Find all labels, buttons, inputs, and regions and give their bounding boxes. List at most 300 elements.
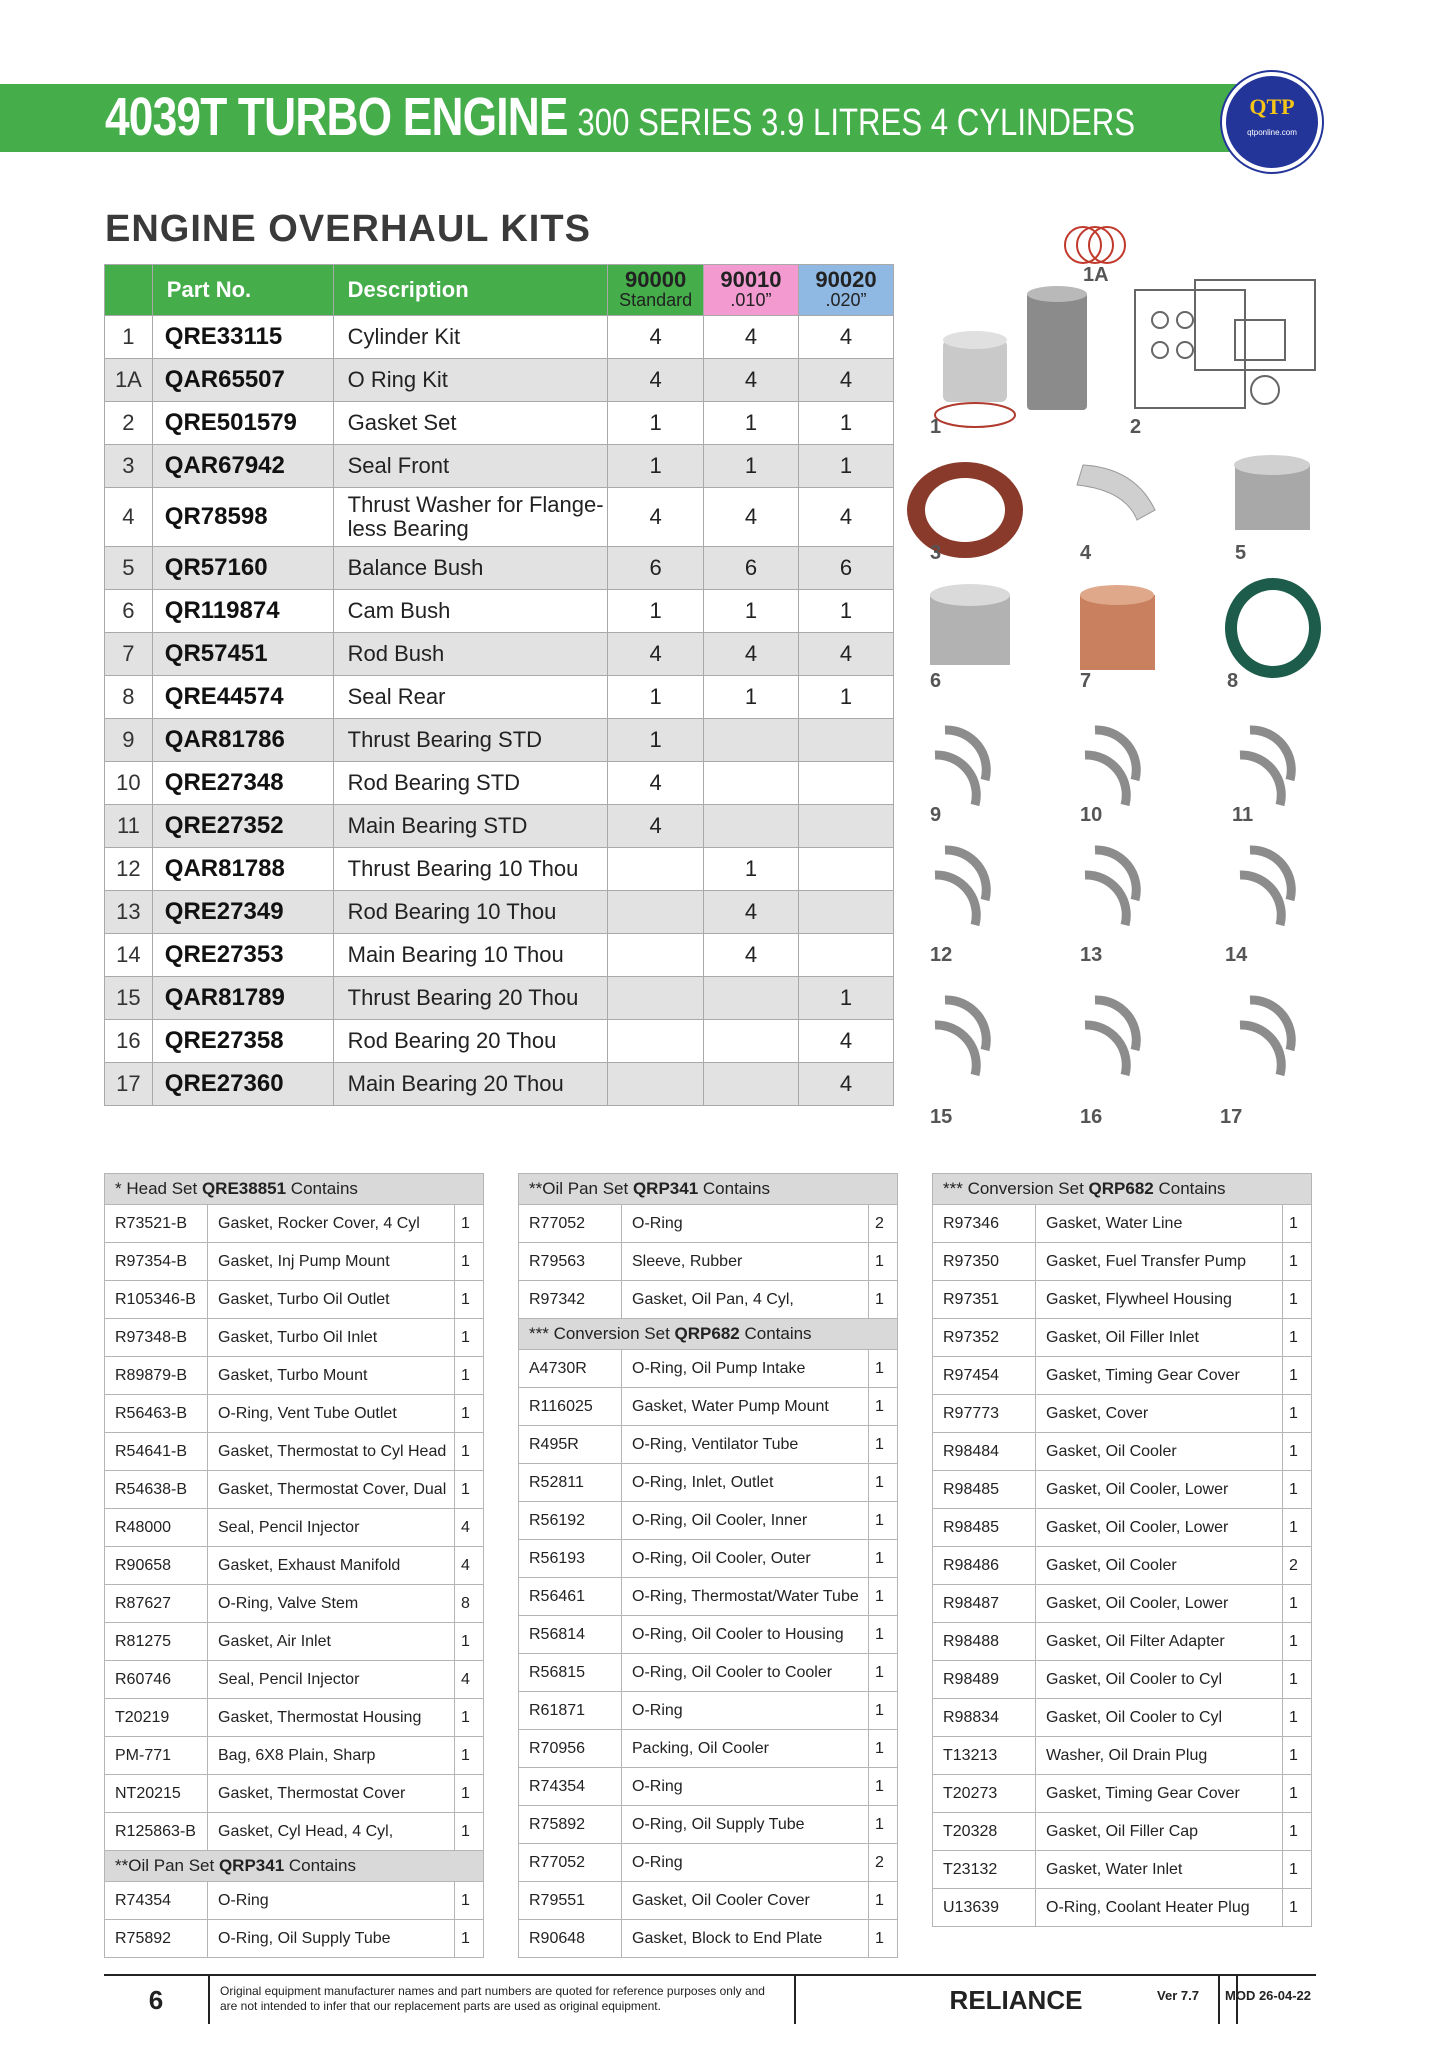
quantity: 1 bbox=[869, 1654, 898, 1692]
qty-010 bbox=[703, 1020, 798, 1063]
qty-020: 1 bbox=[798, 590, 893, 633]
table-row bbox=[519, 1350, 898, 1388]
quantity: 1 bbox=[1283, 1851, 1312, 1889]
table-row bbox=[933, 1737, 1312, 1775]
quantity: 1 bbox=[869, 1616, 898, 1654]
set-title-part: *** Conversion Set bbox=[529, 1324, 675, 1343]
table-row bbox=[105, 1471, 484, 1509]
quantity: 1 bbox=[455, 1920, 484, 1958]
part-description: Gasket, Thermostat Cover bbox=[208, 1775, 455, 1813]
overhaul-kits-table bbox=[104, 264, 894, 1106]
table-row bbox=[519, 1578, 898, 1616]
row-number: 16 bbox=[105, 1020, 153, 1063]
part-description: Gasket, Inj Pump Mount bbox=[208, 1243, 455, 1281]
table-row bbox=[105, 805, 894, 848]
qty-standard bbox=[608, 891, 704, 934]
qty-020: 4 bbox=[798, 1020, 893, 1063]
header-index bbox=[105, 265, 153, 316]
table-row bbox=[105, 1661, 484, 1699]
table-row bbox=[519, 1205, 898, 1243]
quantity: 2 bbox=[1283, 1547, 1312, 1585]
image-label-11: 11 bbox=[1232, 804, 1254, 826]
set-title-part: Contains bbox=[284, 1856, 356, 1875]
image-label-17: 17 bbox=[1220, 1106, 1243, 1128]
header-size-020 bbox=[798, 265, 893, 316]
quantity: 1 bbox=[455, 1243, 484, 1281]
quantity: 1 bbox=[1283, 1205, 1312, 1243]
qty-010: 4 bbox=[703, 934, 798, 977]
part-description: Seal, Pencil Injector bbox=[208, 1661, 455, 1699]
part-description: Gasket, Oil Cooler to Cyl bbox=[1036, 1699, 1283, 1737]
qty-020: 4 bbox=[798, 1063, 893, 1106]
table-row bbox=[105, 445, 894, 488]
quantity: 1 bbox=[455, 1281, 484, 1319]
part-description: Gasket, Water Inlet bbox=[1036, 1851, 1283, 1889]
part-number: R116025 bbox=[519, 1388, 622, 1426]
part-number: R495R bbox=[519, 1426, 622, 1464]
part-description: Gasket, Oil Cooler to Cyl bbox=[1036, 1661, 1283, 1699]
part-number: R98484 bbox=[933, 1433, 1036, 1471]
set-title-row bbox=[105, 1851, 484, 1882]
part-number: R74354 bbox=[105, 1882, 208, 1920]
part-description: Gasket, Fuel Transfer Pump bbox=[1036, 1243, 1283, 1281]
quantity: 1 bbox=[869, 1426, 898, 1464]
quantity: 1 bbox=[455, 1205, 484, 1243]
part-number: R125863-B bbox=[105, 1813, 208, 1851]
part-description: Main Bearing 10 Thou bbox=[333, 934, 608, 977]
quantity: 1 bbox=[869, 1350, 898, 1388]
brand-name: RELIANCE bbox=[794, 1976, 1238, 2024]
header-description: Description bbox=[333, 265, 608, 316]
quantity: 1 bbox=[1283, 1737, 1312, 1775]
engine-title: 4039T TURBO ENGINE bbox=[105, 87, 568, 147]
table-row bbox=[105, 762, 894, 805]
part-description: Bag, 6X8 Plain, Sharp bbox=[208, 1737, 455, 1775]
quantity: 4 bbox=[455, 1509, 484, 1547]
part-description: O-Ring bbox=[622, 1768, 869, 1806]
part-number: R56463-B bbox=[105, 1395, 208, 1433]
part-description: Main Bearing 20 Thou bbox=[333, 1063, 608, 1106]
qty-010 bbox=[703, 977, 798, 1020]
part-description: O-Ring, Oil Pump Intake bbox=[622, 1350, 869, 1388]
part-description: Gasket, Oil Pan, 4 Cyl, bbox=[622, 1281, 869, 1319]
part-description: O-Ring bbox=[208, 1882, 455, 1920]
set-title-row bbox=[519, 1174, 898, 1205]
part-description: O-Ring, Oil Supply Tube bbox=[208, 1920, 455, 1958]
part-number: QR57160 bbox=[152, 547, 333, 590]
part-description: O-Ring, Thermostat/Water Tube bbox=[622, 1578, 869, 1616]
table-row bbox=[519, 1844, 898, 1882]
table-row bbox=[105, 402, 894, 445]
row-number: 6 bbox=[105, 590, 153, 633]
table-row bbox=[519, 1616, 898, 1654]
part-description: Gasket, Oil Cooler bbox=[1036, 1547, 1283, 1585]
part-description: O-Ring, Oil Cooler, Inner bbox=[622, 1502, 869, 1540]
quantity: 1 bbox=[869, 1920, 898, 1958]
image-label-4: 4 bbox=[1080, 542, 1092, 564]
part-number: R105346-B bbox=[105, 1281, 208, 1319]
part-number: QRE27360 bbox=[152, 1063, 333, 1106]
part-number: QRE27349 bbox=[152, 891, 333, 934]
qty-020: 1 bbox=[798, 445, 893, 488]
part-number: R54638-B bbox=[105, 1471, 208, 1509]
part-description: Main Bearing STD bbox=[333, 805, 608, 848]
part-description: Gasket, Turbo Mount bbox=[208, 1357, 455, 1395]
table-row bbox=[933, 1357, 1312, 1395]
set-title-part: * Head Set bbox=[115, 1179, 202, 1198]
part-number: R97348-B bbox=[105, 1319, 208, 1357]
image-label-1: 1 bbox=[930, 416, 942, 438]
part-number: R97351 bbox=[933, 1281, 1036, 1319]
section-title: ENGINE OVERHAUL KITS bbox=[105, 208, 591, 250]
qty-standard: 1 bbox=[608, 590, 704, 633]
part-description: Gasket, Rocker Cover, 4 Cyl bbox=[208, 1205, 455, 1243]
part-description: Gasket, Water Pump Mount bbox=[622, 1388, 869, 1426]
qty-standard bbox=[608, 1020, 704, 1063]
part-description: Gasket, Exhaust Manifold bbox=[208, 1547, 455, 1585]
quantity: 1 bbox=[1283, 1281, 1312, 1319]
part-description: Gasket, Air Inlet bbox=[208, 1623, 455, 1661]
table-row bbox=[105, 1205, 484, 1243]
header-banner bbox=[0, 84, 1250, 152]
part-description: Gasket Set bbox=[333, 402, 608, 445]
set-code: QRP341 bbox=[218, 1856, 285, 1875]
part-description: O-Ring, Valve Stem bbox=[208, 1585, 455, 1623]
table-row bbox=[519, 1768, 898, 1806]
table-row bbox=[105, 848, 894, 891]
set-code: QRP682 bbox=[1088, 1179, 1154, 1198]
qty-standard: 1 bbox=[608, 719, 704, 762]
image-label-9: 9 bbox=[930, 804, 942, 826]
quantity: 1 bbox=[1283, 1699, 1312, 1737]
quantity: 1 bbox=[1283, 1623, 1312, 1661]
table-row bbox=[519, 1243, 898, 1281]
set-code: QRP682 bbox=[674, 1324, 740, 1343]
qty-standard bbox=[608, 848, 704, 891]
table-row bbox=[105, 719, 894, 762]
rod-bush-image bbox=[1080, 585, 1155, 670]
quantity: 1 bbox=[455, 1737, 484, 1775]
row-number: 8 bbox=[105, 676, 153, 719]
cam-bush-image bbox=[930, 584, 1010, 665]
qty-020 bbox=[798, 848, 893, 891]
quantity: 1 bbox=[455, 1471, 484, 1509]
part-number: R97346 bbox=[933, 1205, 1036, 1243]
part-description: Seal, Pencil Injector bbox=[208, 1509, 455, 1547]
part-number: T13213 bbox=[933, 1737, 1036, 1775]
cylinder-kit-image bbox=[935, 286, 1087, 427]
image-label-6: 6 bbox=[930, 670, 942, 692]
image-label-1a: 1A bbox=[1083, 264, 1109, 286]
part-description: Sleeve, Rubber bbox=[622, 1243, 869, 1281]
part-number: R56461 bbox=[519, 1578, 622, 1616]
part-number: QAR81789 bbox=[152, 977, 333, 1020]
part-number: R54641-B bbox=[105, 1433, 208, 1471]
quantity: 1 bbox=[1283, 1395, 1312, 1433]
part-description: Washer, Oil Drain Plug bbox=[1036, 1737, 1283, 1775]
table-row bbox=[105, 1063, 894, 1106]
quantity: 1 bbox=[869, 1388, 898, 1426]
table-header-row bbox=[105, 265, 894, 316]
table-row bbox=[933, 1319, 1312, 1357]
table-row bbox=[519, 1920, 898, 1958]
part-number: R56192 bbox=[519, 1502, 622, 1540]
table-row bbox=[105, 1737, 484, 1775]
table-row bbox=[105, 359, 894, 402]
table-row bbox=[933, 1205, 1312, 1243]
part-number: PM-771 bbox=[105, 1737, 208, 1775]
part-number: R97350 bbox=[933, 1243, 1036, 1281]
part-description: Thrust Bearing STD bbox=[333, 719, 608, 762]
image-label-3: 3 bbox=[930, 542, 942, 564]
table-row bbox=[933, 1471, 1312, 1509]
part-number: R97354-B bbox=[105, 1243, 208, 1281]
part-description: Rod Bush bbox=[333, 633, 608, 676]
quantity: 1 bbox=[455, 1395, 484, 1433]
qty-020: 1 bbox=[798, 402, 893, 445]
quantity: 1 bbox=[1283, 1319, 1312, 1357]
set-title-part: Contains bbox=[698, 1179, 770, 1198]
size-label: .020” bbox=[825, 290, 867, 310]
row-number: 5 bbox=[105, 547, 153, 590]
part-number: T23132 bbox=[933, 1851, 1036, 1889]
quantity: 2 bbox=[869, 1844, 898, 1882]
part-number: R77052 bbox=[519, 1844, 622, 1882]
part-description: Balance Bush bbox=[333, 547, 608, 590]
row-number: 15 bbox=[105, 977, 153, 1020]
table-row bbox=[105, 676, 894, 719]
part-number: R79563 bbox=[519, 1243, 622, 1281]
table-row bbox=[105, 1882, 484, 1920]
part-number: A4730R bbox=[519, 1350, 622, 1388]
qty-standard bbox=[608, 977, 704, 1020]
part-description: Packing, Oil Cooler bbox=[622, 1730, 869, 1768]
qty-010: 4 bbox=[703, 316, 798, 359]
disclaimer-note: Original equipment manufacturer names and part numbers are quoted for reference purposes only and are not intended to infer that our replacement parts are used as original equipment. bbox=[220, 1984, 765, 2013]
table-row bbox=[519, 1426, 898, 1464]
set-title-row bbox=[519, 1319, 898, 1350]
qty-020: 4 bbox=[798, 488, 893, 547]
table-row bbox=[933, 1889, 1312, 1927]
part-number: T20328 bbox=[933, 1813, 1036, 1851]
part-description: Gasket, Thermostat to Cyl Head bbox=[208, 1433, 455, 1471]
part-description: Gasket, Oil Cooler, Lower bbox=[1036, 1471, 1283, 1509]
table-row bbox=[519, 1730, 898, 1768]
quantity: 1 bbox=[1283, 1509, 1312, 1547]
quantity: 1 bbox=[869, 1882, 898, 1920]
part-description: Gasket, Turbo Oil Outlet bbox=[208, 1281, 455, 1319]
header-part-no: Part No. bbox=[152, 265, 333, 316]
table-row bbox=[933, 1243, 1312, 1281]
qty-010: 1 bbox=[703, 848, 798, 891]
qty-010 bbox=[703, 1063, 798, 1106]
part-description: Cam Bush bbox=[333, 590, 608, 633]
part-description: O-Ring bbox=[622, 1844, 869, 1882]
part-number: R60746 bbox=[105, 1661, 208, 1699]
table-row bbox=[105, 934, 894, 977]
qty-020 bbox=[798, 891, 893, 934]
qty-010 bbox=[703, 719, 798, 762]
set-title-part: **Oil Pan Set bbox=[115, 1856, 219, 1875]
qty-010: 1 bbox=[703, 402, 798, 445]
qty-020: 1 bbox=[798, 676, 893, 719]
part-number: R98487 bbox=[933, 1585, 1036, 1623]
qty-020: 1 bbox=[798, 977, 893, 1020]
part-number: R61871 bbox=[519, 1692, 622, 1730]
part-number: NT20215 bbox=[105, 1775, 208, 1813]
size-code: 90000 bbox=[625, 267, 687, 292]
set-code: QRP341 bbox=[632, 1179, 699, 1198]
qty-010 bbox=[703, 762, 798, 805]
quantity: 1 bbox=[869, 1692, 898, 1730]
table-row bbox=[105, 1813, 484, 1851]
table-row bbox=[105, 1623, 484, 1661]
table-row bbox=[105, 1775, 484, 1813]
set-title bbox=[105, 1851, 484, 1882]
table-row bbox=[933, 1851, 1312, 1889]
version-label: Ver 7.7 bbox=[1138, 1976, 1220, 2024]
table-row bbox=[105, 1395, 484, 1433]
qty-020 bbox=[798, 805, 893, 848]
qty-standard: 4 bbox=[608, 359, 704, 402]
part-description: Gasket, Cover bbox=[1036, 1395, 1283, 1433]
bearing-images bbox=[935, 730, 1291, 1075]
row-number: 14 bbox=[105, 934, 153, 977]
qty-standard: 4 bbox=[608, 762, 704, 805]
part-number: R98489 bbox=[933, 1661, 1036, 1699]
quantity: 1 bbox=[455, 1882, 484, 1920]
part-number: T20273 bbox=[933, 1775, 1036, 1813]
part-number: R56193 bbox=[519, 1540, 622, 1578]
row-number: 3 bbox=[105, 445, 153, 488]
part-number: R79551 bbox=[519, 1882, 622, 1920]
size-code: 90020 bbox=[815, 267, 877, 292]
part-number: T20219 bbox=[105, 1699, 208, 1737]
quantity: 1 bbox=[869, 1578, 898, 1616]
seal-front-image bbox=[907, 462, 1023, 558]
qty-010: 1 bbox=[703, 676, 798, 719]
table-row bbox=[105, 316, 894, 359]
qty-020: 4 bbox=[798, 316, 893, 359]
page-footer bbox=[104, 1974, 1316, 2024]
header-size-standard bbox=[608, 265, 704, 316]
part-description: Thrust Bearing 20 Thou bbox=[333, 977, 608, 1020]
qty-010: 4 bbox=[703, 488, 798, 547]
table-row bbox=[519, 1692, 898, 1730]
table-row bbox=[519, 1502, 898, 1540]
part-description: Gasket, Block to End Plate bbox=[622, 1920, 869, 1958]
part-number: R81275 bbox=[105, 1623, 208, 1661]
part-description: O-Ring, Vent Tube Outlet bbox=[208, 1395, 455, 1433]
qty-020 bbox=[798, 934, 893, 977]
seal-rear-image bbox=[1225, 578, 1321, 678]
table-row bbox=[933, 1281, 1312, 1319]
table-row bbox=[105, 1020, 894, 1063]
image-label-10: 10 bbox=[1080, 804, 1103, 826]
part-number: R90648 bbox=[519, 1920, 622, 1958]
table-row bbox=[519, 1281, 898, 1319]
table-row bbox=[105, 1319, 484, 1357]
quantity: 1 bbox=[455, 1775, 484, 1813]
quantity: 4 bbox=[455, 1661, 484, 1699]
part-description: Thrust Washer for Flange-less Bearing bbox=[333, 488, 608, 547]
size-code: 90010 bbox=[720, 267, 782, 292]
engine-subtitle: 300 SERIES 3.9 LITRES 4 CYLINDERS bbox=[577, 102, 1136, 144]
part-description: O-Ring, Oil Cooler to Cooler bbox=[622, 1654, 869, 1692]
table-row bbox=[933, 1623, 1312, 1661]
set-title bbox=[105, 1174, 484, 1205]
part-description: Gasket, Cyl Head, 4 Cyl, bbox=[208, 1813, 455, 1851]
part-description: O-Ring, Oil Cooler to Housing bbox=[622, 1616, 869, 1654]
part-description: Rod Bearing 20 Thou bbox=[333, 1020, 608, 1063]
logo-text: QTP bbox=[1249, 94, 1295, 119]
table-row bbox=[933, 1661, 1312, 1699]
set-title bbox=[519, 1174, 898, 1205]
part-number: R89879-B bbox=[105, 1357, 208, 1395]
part-number: R98485 bbox=[933, 1471, 1036, 1509]
part-description: O-Ring bbox=[622, 1692, 869, 1730]
oil-pan-set-table bbox=[518, 1173, 898, 1958]
quantity: 1 bbox=[869, 1281, 898, 1319]
qty-020: 4 bbox=[798, 359, 893, 402]
qty-010: 4 bbox=[703, 359, 798, 402]
part-description: Gasket, Oil Cooler bbox=[1036, 1433, 1283, 1471]
qty-standard: 4 bbox=[608, 805, 704, 848]
quantity: 1 bbox=[455, 1813, 484, 1851]
part-number: QAR81786 bbox=[152, 719, 333, 762]
size-label: .010” bbox=[730, 290, 772, 310]
part-number: QR57451 bbox=[152, 633, 333, 676]
quantity: 1 bbox=[1283, 1775, 1312, 1813]
quantity: 1 bbox=[1283, 1471, 1312, 1509]
set-title-row bbox=[105, 1174, 484, 1205]
set-code: QRE38851 bbox=[201, 1179, 287, 1198]
part-number: R70956 bbox=[519, 1730, 622, 1768]
qty-010 bbox=[703, 805, 798, 848]
table-row bbox=[105, 977, 894, 1020]
quantity: 1 bbox=[1283, 1889, 1312, 1927]
quantity: 4 bbox=[455, 1547, 484, 1585]
part-number: R98485 bbox=[933, 1509, 1036, 1547]
quantity: 2 bbox=[869, 1205, 898, 1243]
table-row bbox=[933, 1509, 1312, 1547]
row-number: 2 bbox=[105, 402, 153, 445]
logo-url: qtponline.com bbox=[1247, 128, 1297, 137]
set-title bbox=[519, 1319, 898, 1350]
table-row bbox=[105, 1433, 484, 1471]
table-row bbox=[105, 1357, 484, 1395]
qty-standard: 1 bbox=[608, 676, 704, 719]
qty-020 bbox=[798, 719, 893, 762]
quantity: 1 bbox=[869, 1243, 898, 1281]
row-number: 11 bbox=[105, 805, 153, 848]
image-label-16: 16 bbox=[1080, 1106, 1103, 1128]
part-description: O Ring Kit bbox=[333, 359, 608, 402]
quantity: 1 bbox=[1283, 1585, 1312, 1623]
qty-010: 1 bbox=[703, 445, 798, 488]
part-number: R77052 bbox=[519, 1205, 622, 1243]
header-size-010 bbox=[703, 265, 798, 316]
image-label-7: 7 bbox=[1080, 670, 1092, 692]
image-label-12: 12 bbox=[930, 944, 953, 966]
mod-date: MOD 26-04-22 bbox=[1225, 1988, 1311, 2003]
qtp-logo bbox=[1222, 72, 1322, 172]
qty-standard: 4 bbox=[608, 316, 704, 359]
quantity: 1 bbox=[1283, 1243, 1312, 1281]
quantity: 1 bbox=[1283, 1357, 1312, 1395]
quantity: 1 bbox=[1283, 1813, 1312, 1851]
overhaul-kits-body bbox=[105, 316, 894, 1106]
